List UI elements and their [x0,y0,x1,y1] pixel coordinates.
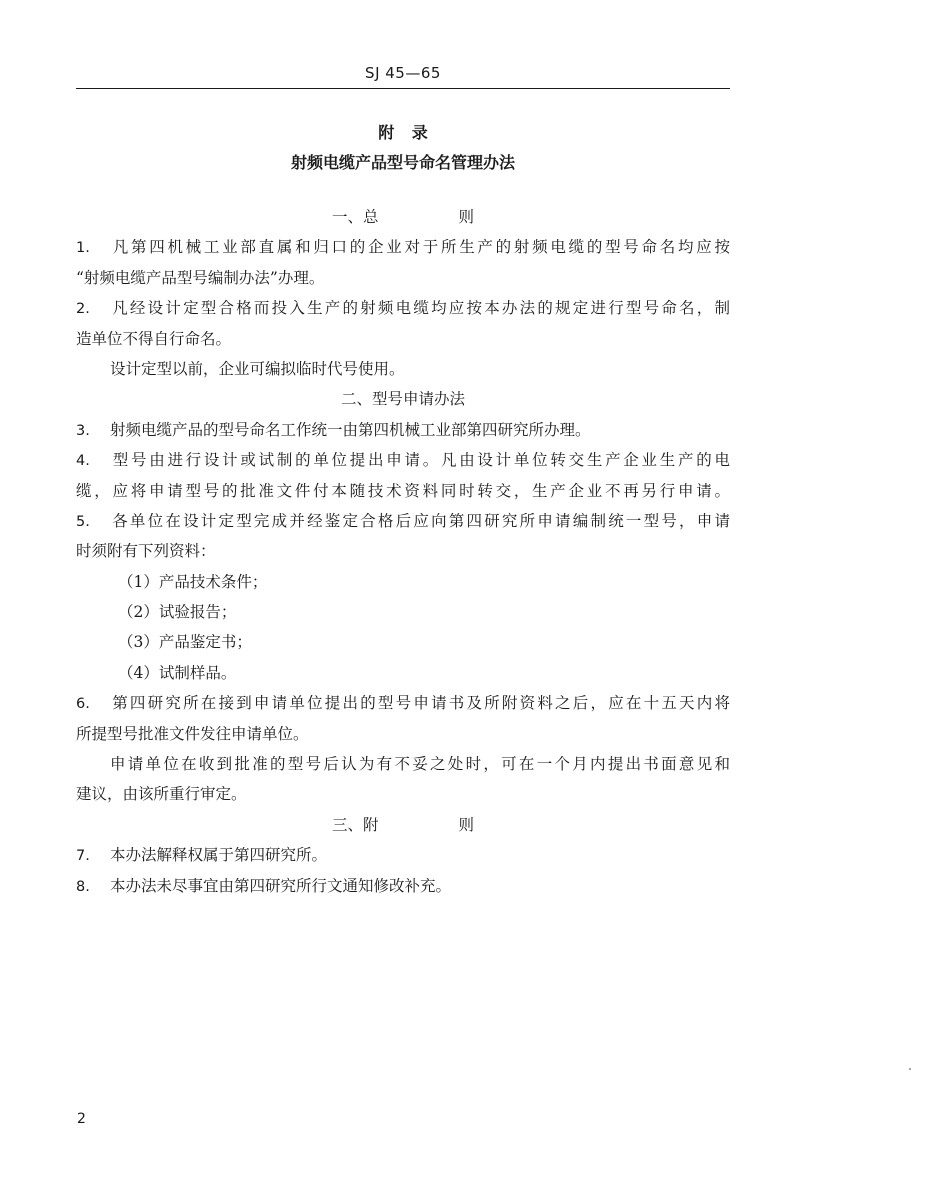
item-number: 4. [76,453,90,470]
item-text: 本办法解释权属于第四研究所。 [110,846,328,865]
section-heading-left: 三、附 [331,815,379,834]
document-title: 射频电缆产品型号命名管理办法 [290,153,515,172]
header-rule [76,88,730,89]
item-6-line-1 [76,688,730,718]
item-5-line-1 [76,506,730,536]
attachment-list-item: （2）试验报告； [118,603,237,622]
item-number: 2. [76,301,90,318]
item-6-line-2: 所提型号批准文件发往申请单位。 [76,724,309,743]
attachment-list-item: （3）产品鉴定书； [118,633,252,652]
item-number: 7. [76,848,90,865]
item-number: 1. [76,240,90,257]
attachment-list-item: （1）产品技术条件； [118,572,268,591]
item-2-line-2: 造单位不得自行命名。 [76,329,232,348]
item-1-line-2: “射频电缆产品型号编制办法”办理。 [76,268,325,287]
section-heading-left: 一、总 [331,208,379,226]
item-text: 各单位在设计定型完成并经鉴定合格后应向第四研究所申请编制统一型号，申请 [110,511,730,530]
document-body [76,202,730,901]
item-text: 凡经设计定型合格而投入生产的射频电缆均应按本办法的规定进行型号命名，制 [110,299,730,318]
item-text: 型号由进行设计或试制的单位提出申请。凡由设计单位转交生产企业生产的电 [110,451,730,470]
item-text: 第四研究所在接到申请单位提出的型号申请书及所附资料之后，应在十五天内将 [110,694,730,713]
item-2-paragraph-2: 设计定型以前，企业可编拟临时代号使用。 [110,359,405,378]
standard-code: SJ 45—65 [365,64,441,82]
section-heading-application: 二、型号申请办法 [340,390,465,409]
item-3-line-1 [76,415,730,445]
item-5-line-2: 时须附有下列资料： [76,542,216,561]
scan-speck [909,1068,911,1070]
item-number: 8. [76,878,90,895]
section-heading-right: 则 [458,815,475,834]
item-6-paragraph-2-line-1: 申请单位在收到批准的型号后认为有不妥之处时，可在一个月内提出书面意见和 [110,755,730,774]
item-2-line-1 [76,293,730,323]
item-text: 凡第四机械工业部直属和归口的企业对于所生产的射频电缆的型号命名均应按 [110,238,730,257]
attachment-list-item: （4）试制样品。 [118,663,237,682]
item-8-line-1 [76,871,730,901]
page-number: 2 [77,1111,86,1127]
item-text: 射频电缆产品的型号命名工作统一由第四机械工业部第四研究所办理。 [110,420,591,439]
item-number: 5. [76,513,90,530]
item-6-paragraph-2-line-2: 建议，由该所重行审定。 [76,785,247,804]
section-heading-right: 则 [458,208,475,226]
section-heading-general [76,202,730,232]
item-number: 6. [76,696,90,713]
item-4-line-2: 缆，应将申请型号的批准文件付本随技术资料同时转交，生产企业不再另行申请。 [76,481,730,500]
item-4-line-1 [76,445,730,475]
section-heading-supplementary [76,810,730,840]
appendix-label: 附 录 [378,123,428,142]
item-1-line-1 [76,232,730,262]
item-text: 本办法未尽事宜由第四研究所行文通知修改补充。 [110,876,452,895]
item-number: 3. [76,422,90,439]
item-7-line-1 [76,840,730,870]
